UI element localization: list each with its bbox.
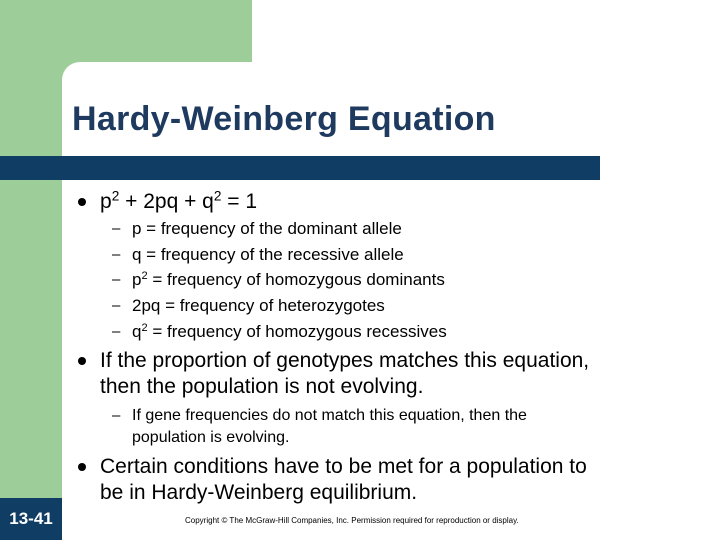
- dash-marker: –: [112, 297, 121, 314]
- sub-q: q: [132, 322, 142, 341]
- slide-title: Hardy-Weinberg Equation: [72, 100, 496, 138]
- sub-q-text: = frequency of homozygous recessives: [147, 322, 447, 341]
- sub-item-recessive-allele: q = frequency of the recessive allele: [132, 245, 404, 264]
- sub-p-sup: 2: [141, 269, 148, 282]
- dash-marker: –: [112, 220, 121, 237]
- eq-p: p: [100, 190, 112, 213]
- bullet-dot: [78, 357, 86, 365]
- sub-item-heterozygotes: 2pq = frequency of heterozygotes: [132, 296, 385, 315]
- dash-marker: –: [112, 246, 121, 263]
- bullet-conditions-line1: Certain conditions have to be met for a population to: [100, 455, 587, 478]
- sub-p: p: [132, 270, 142, 289]
- bullet-genotype-line2: then the population is not evolving.: [100, 375, 424, 398]
- dash-marker: –: [112, 271, 121, 288]
- eq-middle: + 2pq + q: [119, 190, 214, 213]
- sub-item-homozygous-recessives: [132, 320, 447, 344]
- copyright-notice: Copyright © The McGraw-Hill Companies, Inc. Permission required for reproduction or display.: [185, 516, 519, 525]
- dash-marker: –: [112, 323, 121, 340]
- sub-item-not-match-line1: If gene frequencies do not match this equation, then the: [132, 407, 527, 424]
- sub-item-dominant-allele: p = frequency of the dominant allele: [132, 219, 402, 238]
- bullet-genotype-line1: If the proportion of genotypes matches this equation,: [100, 349, 590, 372]
- slide-number: 13-41: [0, 498, 62, 540]
- sub-p-text: = frequency of homozygous dominants: [147, 270, 445, 289]
- bullet-dot: [78, 463, 86, 471]
- eq-sup-q: 2: [213, 188, 222, 204]
- title-rule: [62, 156, 600, 180]
- eq-end: = 1: [221, 190, 258, 213]
- sub-item-homozygous-dominants: [132, 268, 445, 292]
- sub-item-not-match-line2: population is evolving.: [132, 429, 290, 446]
- equation-line: [100, 189, 257, 214]
- bullet-conditions-line2: be in Hardy-Weinberg equilibrium.: [100, 481, 418, 504]
- bullet-dot: [78, 198, 86, 206]
- eq-sup-p: 2: [111, 188, 120, 204]
- sub-q-sup: 2: [141, 321, 148, 334]
- dash-marker: –: [112, 407, 121, 424]
- title-rule-left: [0, 156, 62, 180]
